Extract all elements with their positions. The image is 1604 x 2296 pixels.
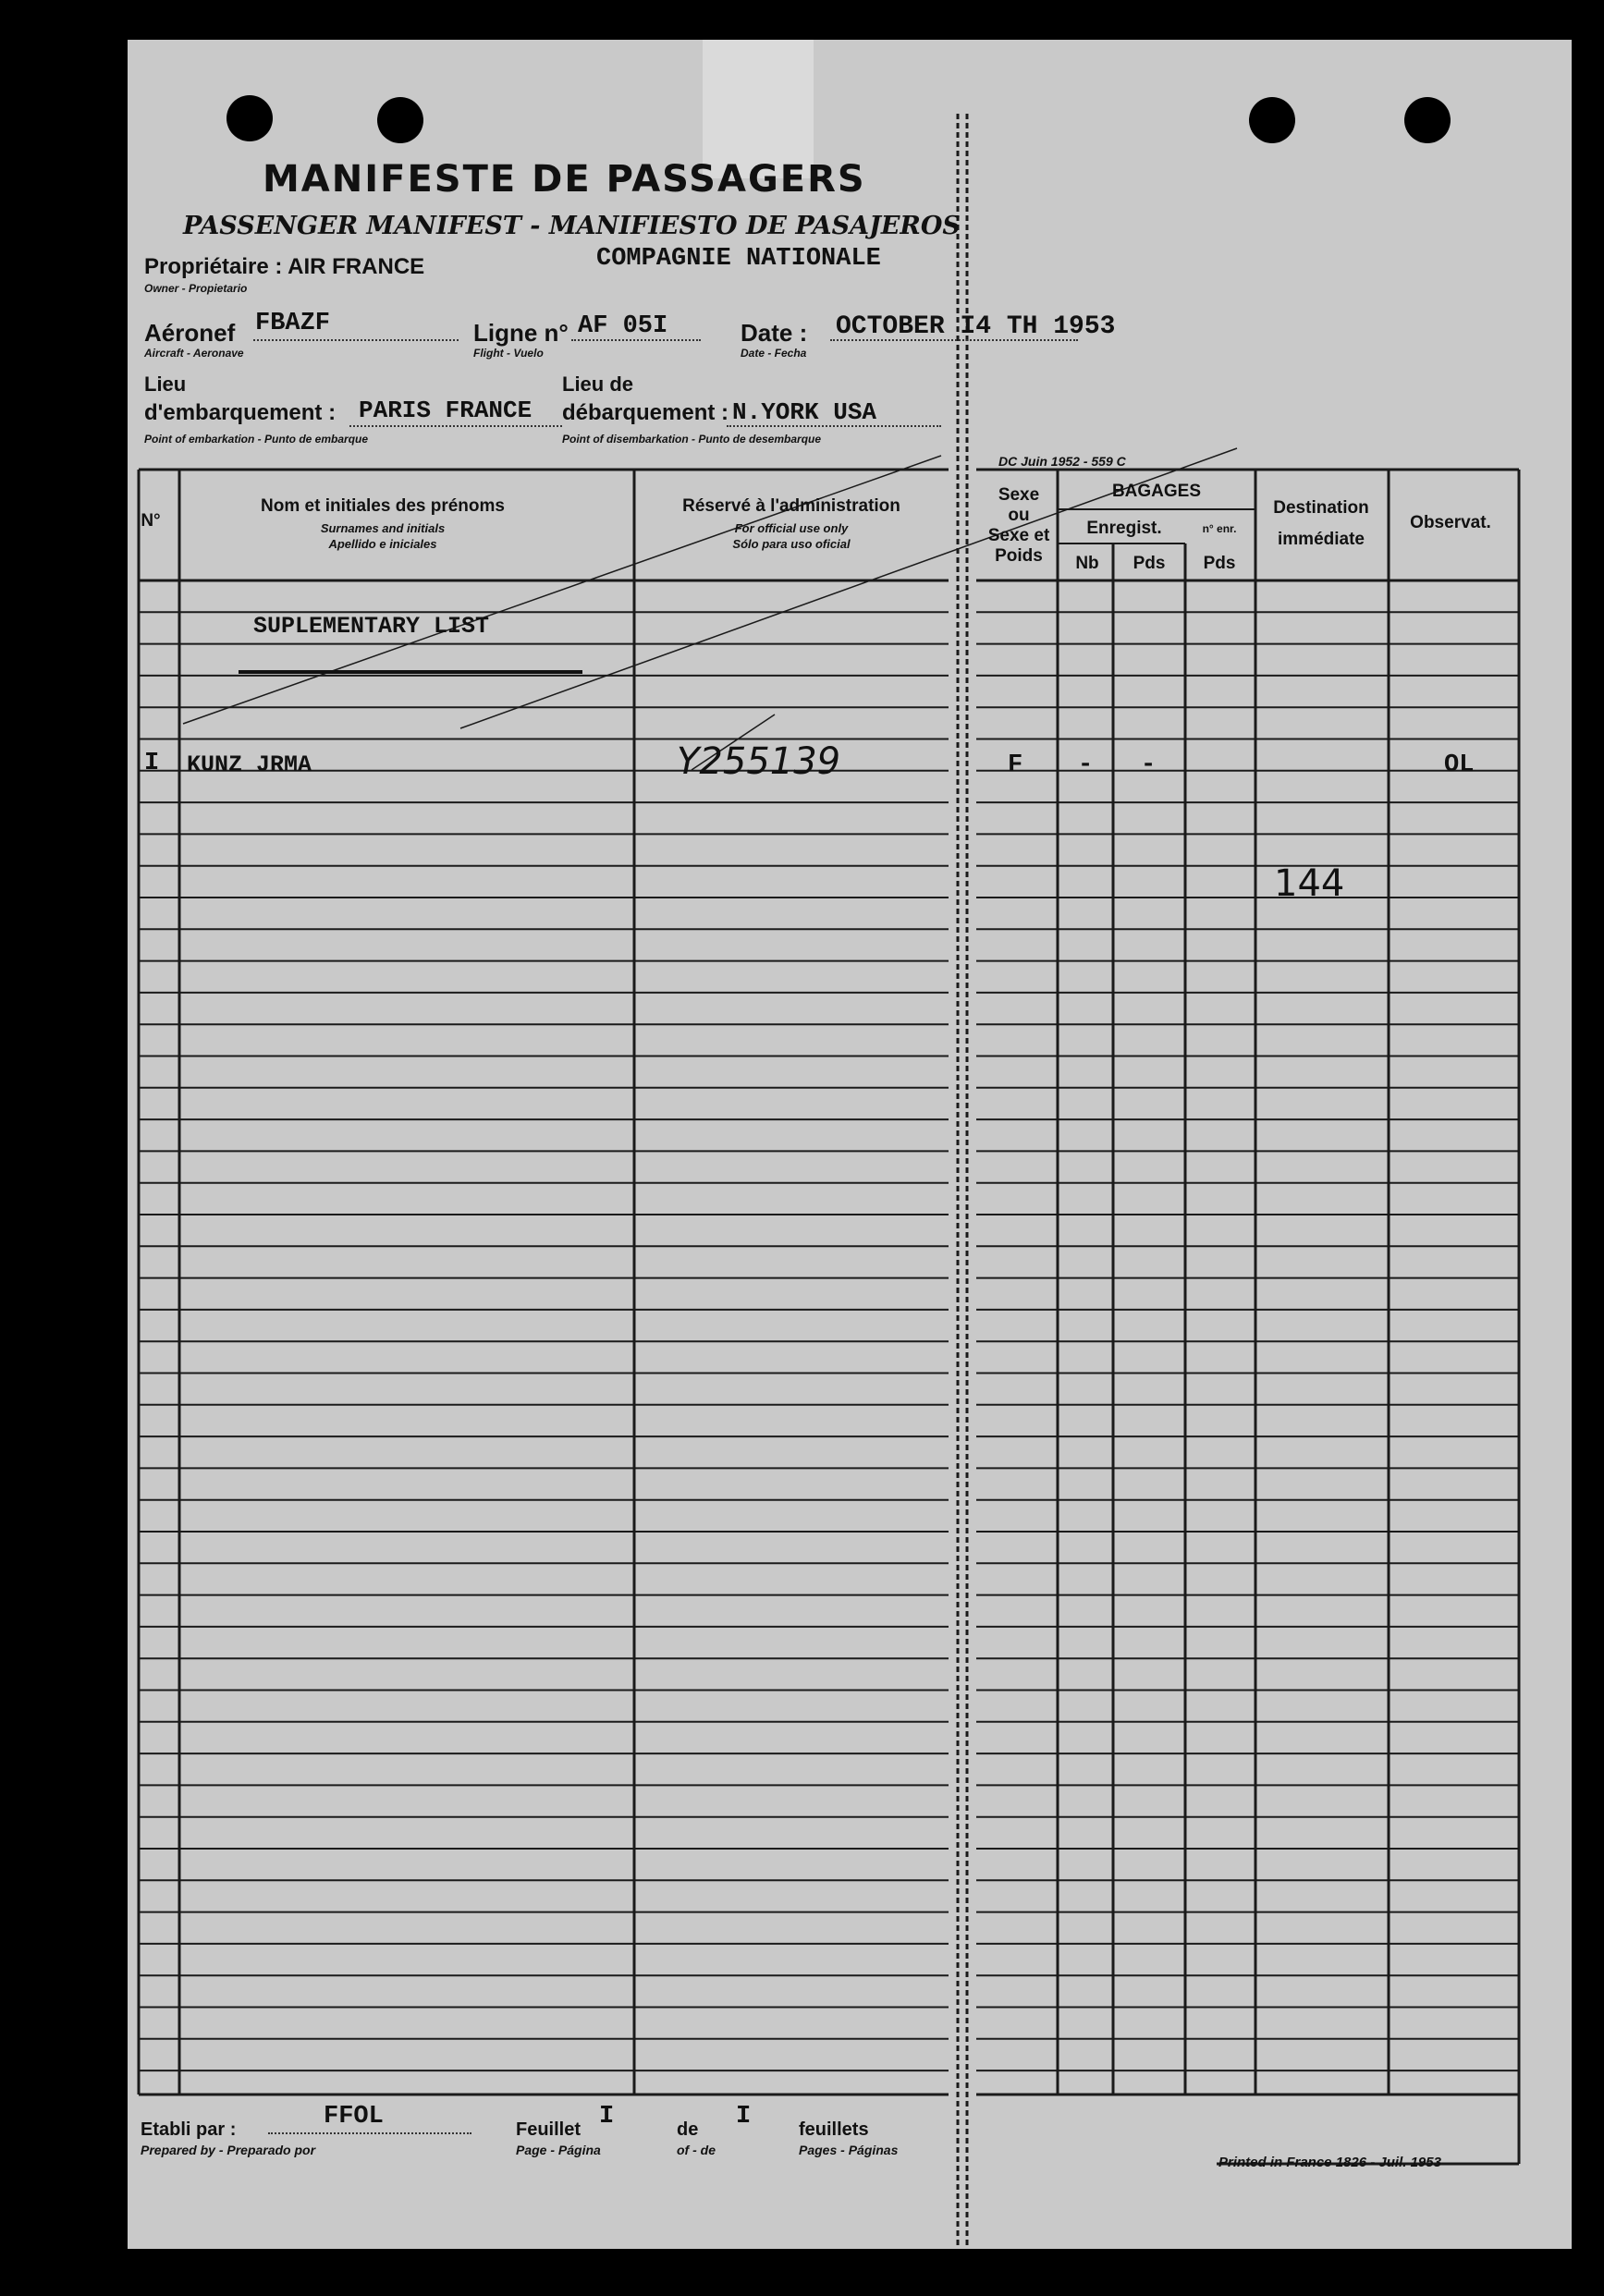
aircraft-underline: [253, 339, 459, 341]
aircraft-label: Aéronef: [144, 319, 236, 347]
prepared-sub: Prepared by - Preparado por: [141, 2143, 316, 2157]
date-label: Date :: [741, 319, 808, 347]
prepared-underline: [268, 2132, 471, 2134]
of-value: I: [736, 2103, 752, 2131]
table-grid: [128, 40, 1572, 2249]
pages-label: feuillets: [799, 2119, 869, 2140]
col-no-header: N°: [141, 511, 161, 531]
col-dest-1: Destination: [1273, 498, 1369, 518]
date-sub: Date - Fecha: [741, 347, 807, 360]
disembark-underline: [727, 425, 941, 427]
col-admin-header: Réservé à l'administration: [682, 496, 900, 516]
col-sex-4: Poids: [995, 546, 1043, 566]
passenger-observation: OL: [1444, 751, 1475, 779]
disembark-label-1: Lieu de: [562, 372, 634, 396]
col-admin-sub1: For official use only: [734, 521, 849, 535]
disembark-label-2: débarquement :: [562, 400, 729, 425]
embark-label-2: d'embarquement :: [144, 400, 337, 425]
col-nonreg: n° enr.: [1202, 522, 1237, 535]
col-sex-2: ou: [1008, 506, 1030, 525]
company-name: COMPAGNIE NATIONALE: [596, 245, 881, 273]
col-name-sub2: Apellido e iniciales: [328, 537, 437, 551]
handwritten-number: 144: [1274, 862, 1345, 905]
pages-sub: Pages - Páginas: [799, 2143, 899, 2157]
page-sub: Page - Página: [516, 2143, 601, 2157]
date-underline: [830, 339, 1078, 341]
form-code: DC Juin 1952 - 559 C: [998, 454, 1126, 469]
passenger-baggage-count: -: [1078, 751, 1094, 779]
of-label: de: [677, 2119, 699, 2140]
col-pds: Pds: [1133, 554, 1166, 573]
owner-sub: Owner - Propietario: [144, 282, 248, 295]
col-baggage-header: BAGAGES: [1111, 482, 1202, 501]
passenger-admin-number: Y255139: [677, 740, 841, 783]
col-pds2: Pds: [1203, 554, 1236, 573]
col-name-sub1: Surnames and initials: [320, 521, 446, 535]
col-admin-sub2: Sólo para uso oficial: [732, 537, 851, 551]
aircraft-value: FBAZF: [255, 310, 331, 337]
col-sex-3: Sexe et: [987, 526, 1050, 545]
printed-note: Printed in France 1826 - Juil. 1953: [1218, 2155, 1441, 2170]
owner-label: Propriétaire : AIR FRANCE: [144, 254, 425, 279]
prepared-label: Etabli par :: [141, 2119, 237, 2140]
col-sex-1: Sexe: [998, 485, 1040, 505]
of-sub: of - de: [677, 2143, 716, 2157]
supplementary-underline: [239, 670, 582, 674]
embark-sub: Point of embarkation - Punto de embarque: [144, 433, 369, 446]
page-title: MANIFESTE DE PASSAGERS: [263, 158, 866, 201]
flight-underline: [571, 339, 701, 341]
page-label: Feuillet: [516, 2119, 582, 2140]
passenger-name: KUNZ JRMA: [187, 751, 312, 778]
embark-value: PARIS FRANCE: [359, 397, 533, 424]
manifest-sheet: [128, 40, 1572, 2249]
page-subtitle: PASSENGER MANIFEST - MANIFIESTO DE PASAJEROS: [183, 212, 961, 240]
flight-label: Ligne n°: [473, 319, 569, 347]
prepared-value: FFOL: [324, 2103, 384, 2131]
col-registered: Enregist.: [1086, 519, 1162, 538]
col-nb: Nb: [1075, 554, 1099, 573]
disembark-sub: Point of disembarkation - Punto de desembarque: [562, 433, 822, 446]
row-number: I: [144, 750, 160, 777]
aircraft-sub: Aircraft - Aeronave: [144, 347, 244, 360]
col-observ-header: Observat.: [1410, 513, 1491, 532]
flight-sub: Flight - Vuelo: [473, 347, 544, 360]
passenger-baggage-weight: -: [1141, 751, 1157, 779]
col-dest-2: immédiate: [1278, 530, 1365, 549]
supplementary-list-heading: SUPLEMENTARY LIST: [253, 613, 490, 640]
embark-underline: [349, 425, 562, 427]
date-value: OCTOBER I4 TH 1953: [836, 312, 1116, 341]
page-value: I: [599, 2103, 615, 2131]
passenger-sex: F: [1008, 751, 1023, 779]
disembark-value: N.YORK USA: [732, 398, 877, 426]
col-name-header: Nom et initiales des prénoms: [261, 496, 505, 516]
flight-value: AF 05I: [578, 312, 668, 340]
embark-label-1: Lieu: [144, 372, 187, 396]
